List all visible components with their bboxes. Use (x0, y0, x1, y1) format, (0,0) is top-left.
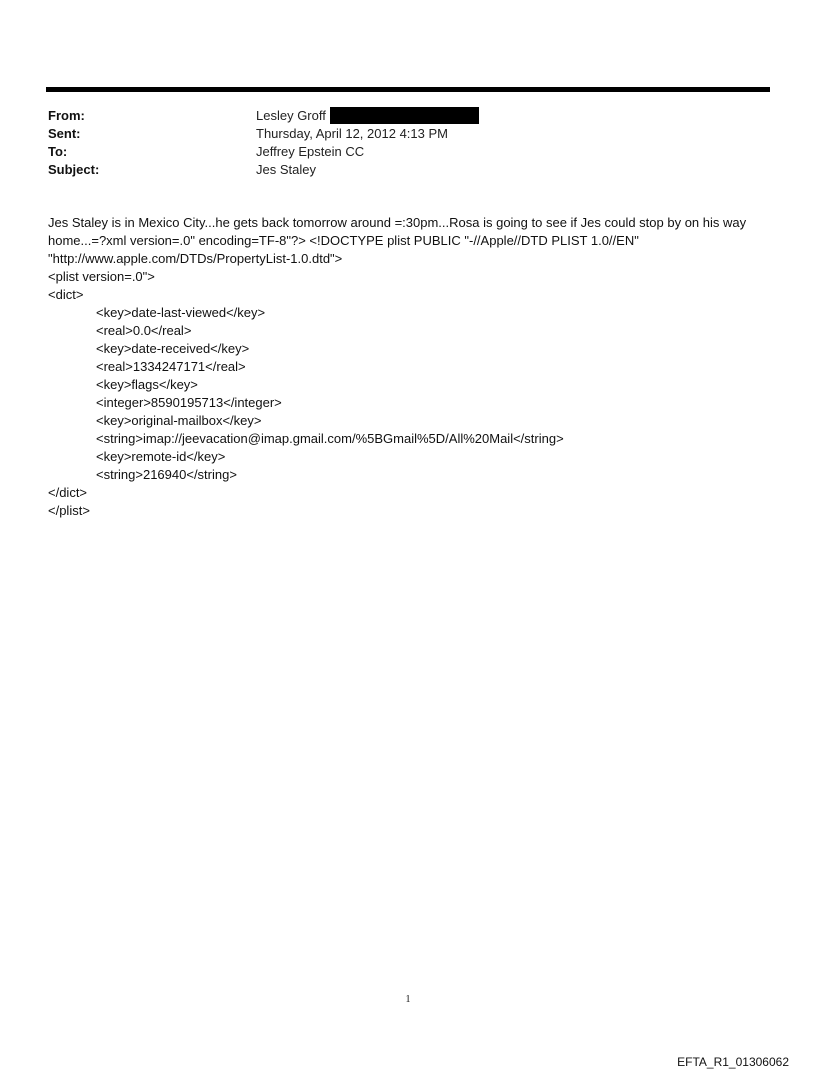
body-line: <plist version=.0"> (48, 269, 155, 284)
body-line: <dict> (48, 287, 84, 302)
from-label: From: (48, 108, 85, 123)
email-header (48, 107, 768, 179)
body-line: <real>1334247171</real> (96, 359, 246, 374)
subject-value: Jes Staley (256, 162, 316, 177)
subject-row (48, 161, 768, 179)
body-line: <integer>8590195713</integer> (96, 395, 282, 410)
from-name: Lesley Groff (256, 108, 326, 123)
body-line: home...=?xml version=.0" encoding=TF-8"?> <!DOCTYPE plist PUBLIC "-//Apple//DTD PLIST 1.0//EN" (48, 233, 639, 248)
body-line: <real>0.0</real> (96, 323, 192, 338)
sent-row (48, 125, 768, 143)
subject-label: Subject: (48, 162, 100, 177)
body-line: <key>flags</key> (96, 377, 198, 392)
email-body (48, 214, 770, 520)
body-line: <key>original-mailbox</key> (96, 413, 262, 428)
body-line: <key>date-last-viewed</key> (96, 305, 266, 320)
document-id: EFTA_R1_01306062 (677, 1055, 789, 1069)
body-line: </dict> (48, 485, 88, 500)
body-line: <key>date-received</key> (96, 341, 250, 356)
to-label: To: (48, 144, 68, 159)
body-line: <string>216940</string> (96, 467, 237, 482)
body-line: Jes Staley is in Mexico City...he gets back tomorrow around =:30pm...Rosa is going to see if Jes could stop by on his way (48, 215, 747, 230)
body-line: </plist> (48, 503, 90, 518)
header-divider (46, 87, 770, 92)
page-number: 1 (405, 994, 411, 1005)
sent-label: Sent: (48, 126, 81, 141)
to-row (48, 143, 768, 161)
body-line: <key>remote-id</key> (96, 449, 226, 464)
body-line: "http://www.apple.com/DTDs/PropertyList-1.0.dtd"> (48, 251, 343, 266)
from-value (256, 107, 479, 125)
sent-value: Thursday, April 12, 2012 4:13 PM (256, 126, 448, 141)
redaction-bar (330, 107, 479, 124)
body-line: <string>imap://jeevacation@imap.gmail.com/%5BGmail%5D/All%20Mail</string> (96, 431, 564, 446)
from-row (48, 107, 768, 125)
to-value: Jeffrey Epstein CC (256, 144, 365, 159)
